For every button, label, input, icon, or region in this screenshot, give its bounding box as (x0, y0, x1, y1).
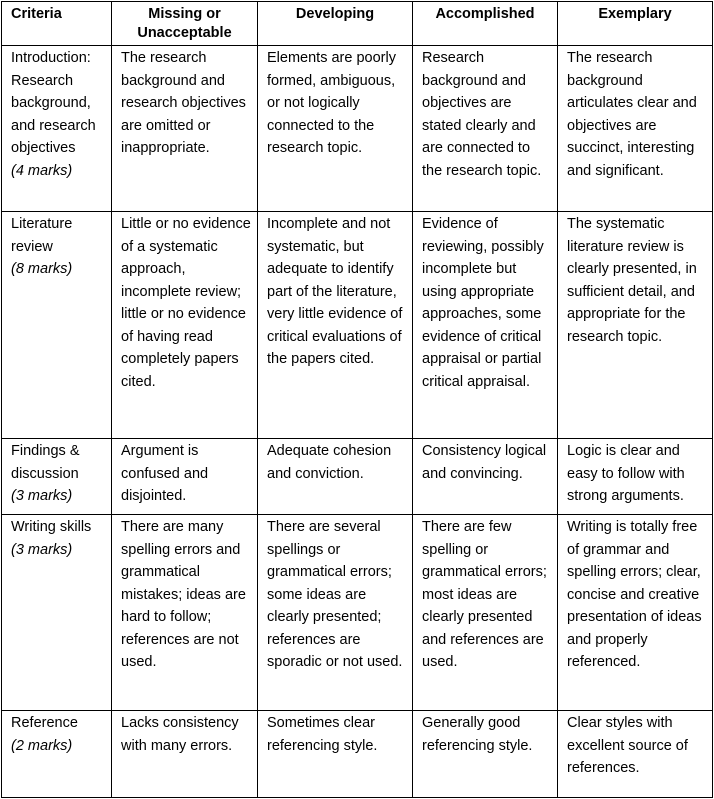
criterion-name: Writing skills (11, 519, 92, 535)
developing-cell: Elements are poorly formed, ambiguous, or not logically connected to the research topic. (258, 46, 413, 212)
header-row (2, 2, 713, 46)
accomplished-cell: There are few spelling or grammatical errors; most ideas are clearly presented and references are used. (413, 515, 558, 711)
table-row (2, 515, 713, 711)
accomplished-cell: Generally good referencing style. (413, 711, 558, 798)
criterion-marks: (4 marks) (11, 162, 73, 179)
accomplished-cell: Research background and objectives are stated clearly and are connected to the research topic. (413, 46, 558, 212)
header-exemplary: Exemplary (558, 2, 713, 46)
criterion-marks: (3 marks) (11, 488, 73, 504)
header-criteria: Criteria (2, 2, 112, 46)
missing-cell: Argument is confused and disjointed. (112, 439, 258, 515)
exemplary-cell: Logic is clear and easy to follow with strong arguments. (558, 439, 713, 515)
criterion-cell (2, 711, 112, 798)
table-row (2, 212, 713, 439)
accomplished-cell: Evidence of reviewing, possibly incomplete but using appropriate approaches, some evidence of critical appraisal or partial critical appraisal. (413, 212, 558, 439)
criterion-marks: (2 marks) (11, 737, 73, 754)
criterion-name: Introduction: Research background, and research objectives (11, 50, 96, 156)
missing-cell: There are many spelling errors and grammatical mistakes; ideas are hard to follow; references are not used. (112, 515, 258, 711)
table-row (2, 711, 713, 798)
table-row (2, 439, 713, 515)
criterion-name: Findings & discussion (11, 443, 80, 482)
exemplary-cell: Clear styles with excellent source of references. (558, 711, 713, 798)
criterion-cell (2, 515, 112, 711)
header-accomplished: Accomplished (413, 2, 558, 46)
missing-cell: Little or no evidence of a systematic approach, incomplete review; little or no evidence of having read completely papers cited. (112, 212, 258, 439)
table-row (2, 46, 713, 212)
missing-cell: The research background and research objectives are omitted or inappropriate. (112, 46, 258, 212)
header-developing: Developing (258, 2, 413, 46)
exemplary-cell: The research background articulates clear and objectives are succinct, interesting and significant. (558, 46, 713, 212)
marking-rubric-table (1, 1, 713, 798)
criterion-cell (2, 439, 112, 515)
criterion-marks: (8 marks) (11, 261, 73, 277)
exemplary-cell: The systematic literature review is clearly presented, in sufficient detail, and appropriate for the research topic. (558, 212, 713, 439)
criterion-cell (2, 46, 112, 212)
developing-cell: There are several spellings or grammatical errors; some ideas are clearly presented; references are sporadic or not used. (258, 515, 413, 711)
accomplished-cell: Consistency logical and convincing. (413, 439, 558, 515)
developing-cell: Sometimes clear referencing style. (258, 711, 413, 798)
criterion-marks: (3 marks) (11, 541, 73, 558)
header-missing: Missing or Unacceptable (112, 2, 258, 46)
developing-cell: Incomplete and not systematic, but adequate to identify part of the literature, very little evidence of critical evaluations of the papers cited. (258, 212, 413, 439)
missing-cell: Lacks consistency with many errors. (112, 711, 258, 798)
exemplary-cell: Writing is totally free of grammar and spelling errors; clear, concise and creative presentation of ideas and properly referenced. (558, 515, 713, 711)
criterion-name: Reference (11, 715, 78, 731)
criterion-name: Literature review (11, 216, 73, 255)
criterion-cell (2, 212, 112, 439)
developing-cell: Adequate cohesion and conviction. (258, 439, 413, 515)
